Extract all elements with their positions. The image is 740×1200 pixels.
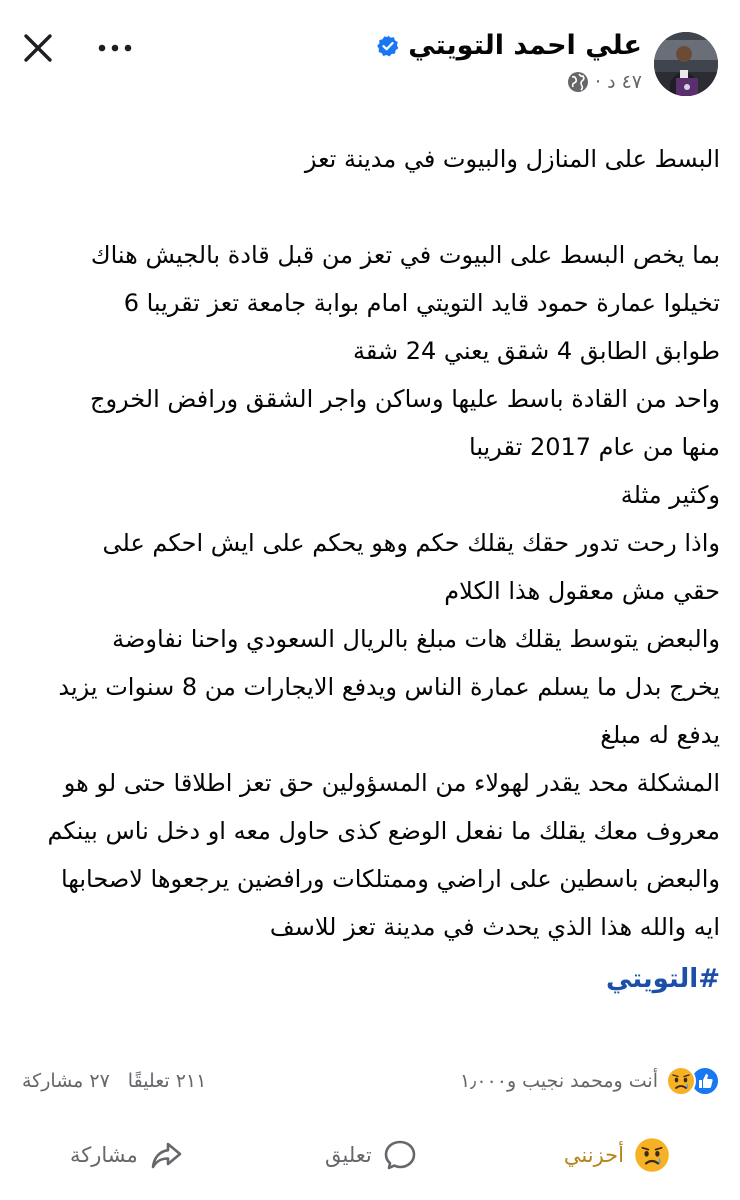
post-line: منها من عام 2017 تقريبا [469, 433, 720, 461]
shares-count[interactable]: ٢٧ مشاركة [22, 1070, 110, 1092]
post-line: يدفع له مبلغ [600, 721, 720, 749]
react-label: أحزنني [563, 1143, 624, 1167]
sad-reaction-icon [666, 1066, 696, 1096]
verified-badge-icon [376, 34, 400, 58]
author-header [376, 30, 642, 93]
action-bar [0, 1130, 740, 1180]
post-time[interactable]: ٤٧ د [607, 71, 642, 93]
post-line: معروف معك يقلك ما نفعل الوضع كذى حاول معه او دخل ناس بينكم [47, 817, 720, 845]
react-button[interactable] [564, 1130, 670, 1180]
more-dots-icon [97, 43, 133, 53]
avatar[interactable] [654, 32, 718, 96]
post-line: يخرج بدل ما يسلم عمارة الناس ويدفع الايجارات من 8 سنوات يزيد [58, 673, 720, 701]
post-title: البسط على المنازل والبيوت في مدينة تعز [304, 145, 720, 173]
share-arrow-icon [148, 1137, 184, 1173]
post-line: ايه والله هذا الذي يحدث في مدينة تعز للاسف [269, 913, 720, 941]
more-options-button[interactable] [90, 28, 140, 68]
close-button[interactable] [18, 28, 58, 68]
reactions-text: أنت ومحمد نجيب و١٫٠٠٠ [459, 1070, 658, 1092]
sad-reaction-icon [634, 1137, 670, 1173]
share-button[interactable] [70, 1130, 184, 1180]
post-line: المشكلة محد يقدر لهولاء من المسؤولين حق تعز اطلاقا حتى لو هو [63, 769, 720, 797]
engagement-counts [22, 1070, 206, 1092]
post-line: تخيلوا عمارة حمود قايد التويتي امام بوابة جامعة تعز تقريبا 6 [123, 289, 720, 317]
close-icon [23, 33, 53, 63]
meta-separator: · [595, 71, 602, 93]
globe-icon [567, 71, 589, 93]
post-line: حقي مش معقول هذا الكلام [444, 577, 720, 605]
comment-button[interactable] [325, 1130, 418, 1180]
post-line: واذا رحت تدور حقك يقلك حكم وهو يحكم على ايش احكم على [102, 529, 720, 557]
comment-label: تعليق [325, 1143, 372, 1167]
hashtag-link[interactable]: #التويتي [605, 964, 720, 994]
post-line: والبعض يتوسط يقلك هات مبلغ بالريال السعودي واحنا نفاوضة [112, 625, 720, 653]
comment-bubble-icon [382, 1137, 418, 1173]
paragraph-gap [20, 183, 720, 231]
post-body [20, 135, 720, 1003]
reaction-icons [666, 1066, 720, 1096]
reactions-summary[interactable] [460, 1066, 720, 1096]
post-line: والبعض باسطين على اراضي وممتلكات ورافضين يرجعوها لاصحابها [60, 865, 720, 893]
share-label: مشاركة [70, 1143, 138, 1167]
post-line: وكثير مثلة [620, 481, 720, 509]
author-name[interactable]: علي احمد التويتي [408, 30, 642, 61]
post-line: بما يخص البسط على البيوت في تعز من قبل قادة بالجيش هناك [90, 241, 720, 269]
post-line: طوابق الطابق 4 شقق يعني 24 شقة [352, 337, 720, 365]
post-line: واحد من القادة باسط عليها وساكن واجر الشقق ورافض الخروج [89, 385, 720, 413]
comments-count[interactable]: ٢١١ تعليقًا [127, 1070, 207, 1092]
